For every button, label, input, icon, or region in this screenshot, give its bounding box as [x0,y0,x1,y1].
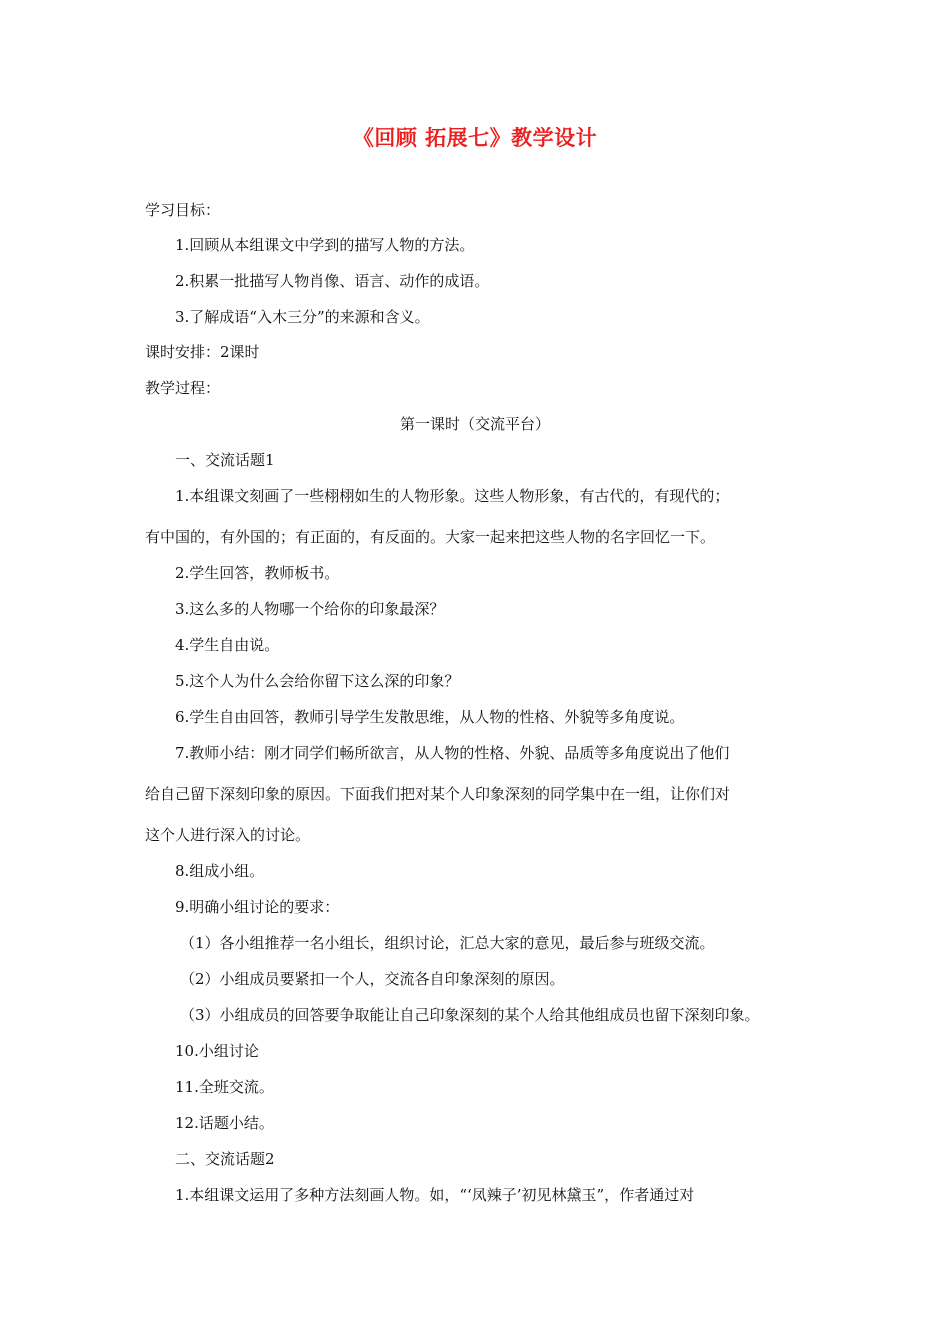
paragraph-line: 11.全班交流。 [175,1078,274,1096]
paragraph-line: 9.明确小组讨论的要求： [175,898,340,916]
paragraph-line: 1.本组课文刻画了一些栩栩如生的人物形象。这些人物形象，有古代的，有现代的； [175,487,730,505]
objective-item: 2.积累一批描写人物肖像、语言、动作的成语。 [175,272,490,290]
paragraph-line: 1.本组课文运用了多种方法刻画人物。如，“‘凤辣子’初见林黛玉”，作者通过对 [175,1186,695,1204]
paragraph-line: 3.这么多的人物哪一个给你的印象最深？ [175,600,445,618]
requirement-line: （1）各小组推荐一名小组长，组织讨论，汇总大家的意见，最后参与班级交流。 [180,934,715,952]
paragraph-line: 4.学生自由说。 [175,636,280,654]
schedule-line: 课时安排：2课时 [145,343,260,361]
paragraph-line: 7.教师小结：刚才同学们畅所欲言，从人物的性格、外貌、品质等多角度说出了他们 [175,744,730,762]
paragraph-line: 2.学生回答，教师板书。 [175,564,340,582]
paragraph-line: 6.学生自由回答，教师引导学生发散思维，从人物的性格、外貌等多角度说。 [175,708,685,726]
paragraph-line: 5.这个人为什么会给你留下这么深的印象？ [175,672,460,690]
paragraph-line: 8.组成小组。 [175,862,265,880]
lesson-heading: 第一课时（交流平台） [399,415,550,433]
topic2-heading: 二、交流话题2 [175,1150,275,1168]
paragraph-line: 10.小组讨论 [175,1042,259,1060]
objectives-heading: 学习目标： [145,201,221,219]
requirement-line: （3）小组成员的回答要争取能让自己印象深刻的某个人给其他组成员也留下深刻印象。 [180,1006,760,1024]
paragraph-line: 12.话题小结。 [175,1114,274,1132]
paragraph-line: 有中国的，有外国的；有正面的，有反面的。大家一起来把这些人物的名字回忆一下。 [145,528,716,546]
paragraph-line: 这个人进行深入的讨论。 [145,826,311,844]
process-heading: 教学过程： [145,379,221,397]
document-title: 《回顾 拓展七》教学设计 [352,125,598,150]
objective-item: 3.了解成语“入木三分”的来源和含义。 [175,308,430,326]
paragraph-line: 给自己留下深刻印象的原因。下面我们把对某个人印象深刻的同学集中在一组，让你们对 [145,785,731,803]
requirement-line: （2）小组成员要紧扣一个人，交流各自印象深刻的原因。 [180,970,565,988]
objective-item: 1.回顾从本组课文中学到的描写人物的方法。 [175,236,475,254]
topic1-heading: 一、交流话题1 [175,451,275,469]
